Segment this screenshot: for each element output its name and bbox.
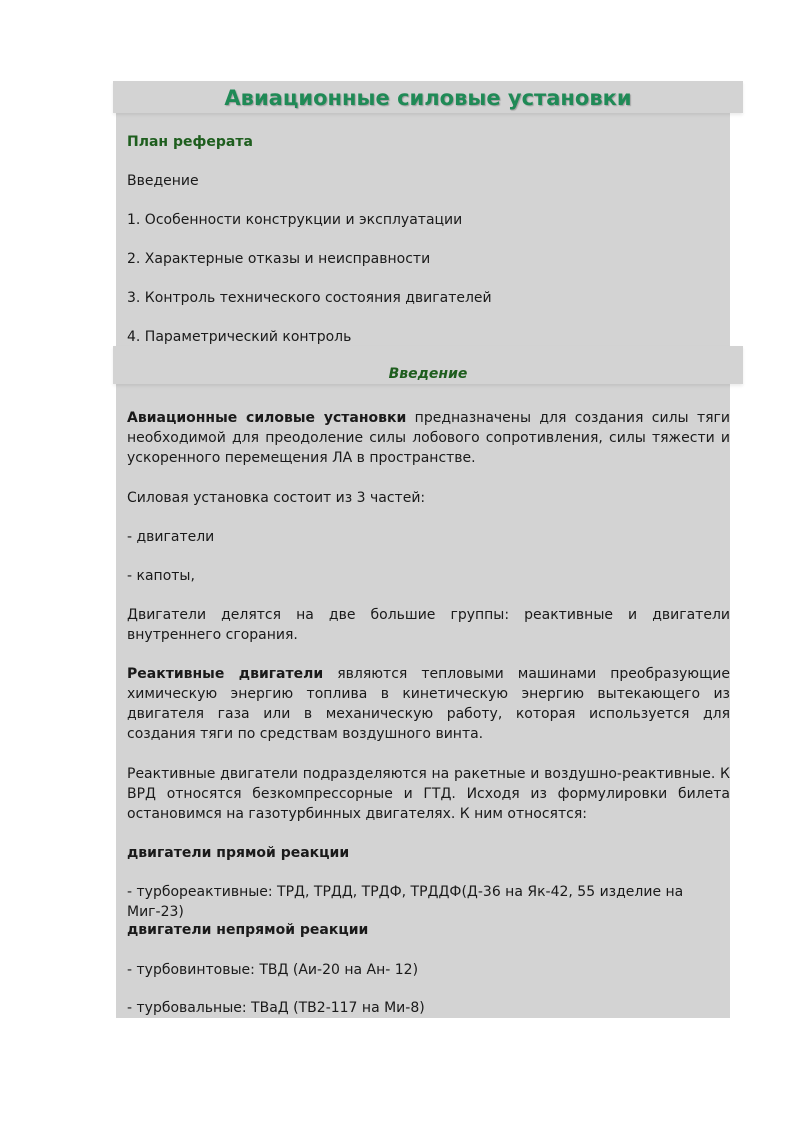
definition-text: предназначены для создания силы тяги необходимой для преодоление силы лобового сопротивления, силы тяжести и ускоренного перемещения ЛА в пространстве. xyxy=(127,410,730,466)
list-item: - двигатели xyxy=(127,529,215,545)
plan-item: 4. Параметрический контроль xyxy=(127,329,352,345)
direct-reaction-heading: двигатели прямой реакции xyxy=(127,845,350,861)
plan-item: Введение xyxy=(127,173,199,189)
indirect-reaction-heading: двигатели непрямой реакции xyxy=(127,922,369,938)
plan-item: 2. Характерные отказы и неисправности xyxy=(127,251,431,267)
list-item: - турбореактивные: ТРД, ТРДД, ТРДФ, ТРДДФ(Д-36 на Як-42, 55 изделие на Миг-23) xyxy=(127,884,684,920)
paragraph-groups: Двигатели делятся на две большие группы: реактивные и двигатели внутреннего сгорания. xyxy=(127,607,730,643)
term-jet-engines: Реактивные двигатели xyxy=(127,666,324,682)
term-power-plants: Авиационные силовые установки xyxy=(127,410,407,426)
document-title: Авиационные силовые установки xyxy=(224,86,632,110)
paragraph-definition xyxy=(127,408,730,468)
paragraph-jet-engines xyxy=(127,664,730,744)
list-item: - турбовальные: ТВаД (ТВ2-117 на Ми-8) xyxy=(127,1000,425,1016)
paragraph-parts: Силовая установка состоит из 3 частей: xyxy=(127,490,426,506)
list-item: - турбовинтовые: ТВД (Аи-20 на Ан- 12) xyxy=(127,962,419,978)
intro-heading: Введение xyxy=(388,366,468,382)
plan-heading: План реферата xyxy=(127,134,253,150)
paragraph-classification: Реактивные двигатели подразделяются на ракетные и воздушно-реактивные. К ВРД относятся безкомпрессорные и ГТД. Исходя из формулировки билета остановимся на газотурбинных двигателях. К ним относятся: xyxy=(127,766,730,822)
plan-item: 1. Особенности конструкции и эксплуатации xyxy=(127,212,463,228)
plan-item: 3. Контроль технического состояния двигателей xyxy=(127,290,492,306)
jet-engines-text: являются тепловыми машинами преобразующие химическую энергию топлива в кинетическую энергию вытекающего из двигателя газа или в механическую работу, которая используется для создания тяги по средствам воздушного винта. xyxy=(127,666,730,742)
list-item: - капоты, xyxy=(127,568,195,584)
